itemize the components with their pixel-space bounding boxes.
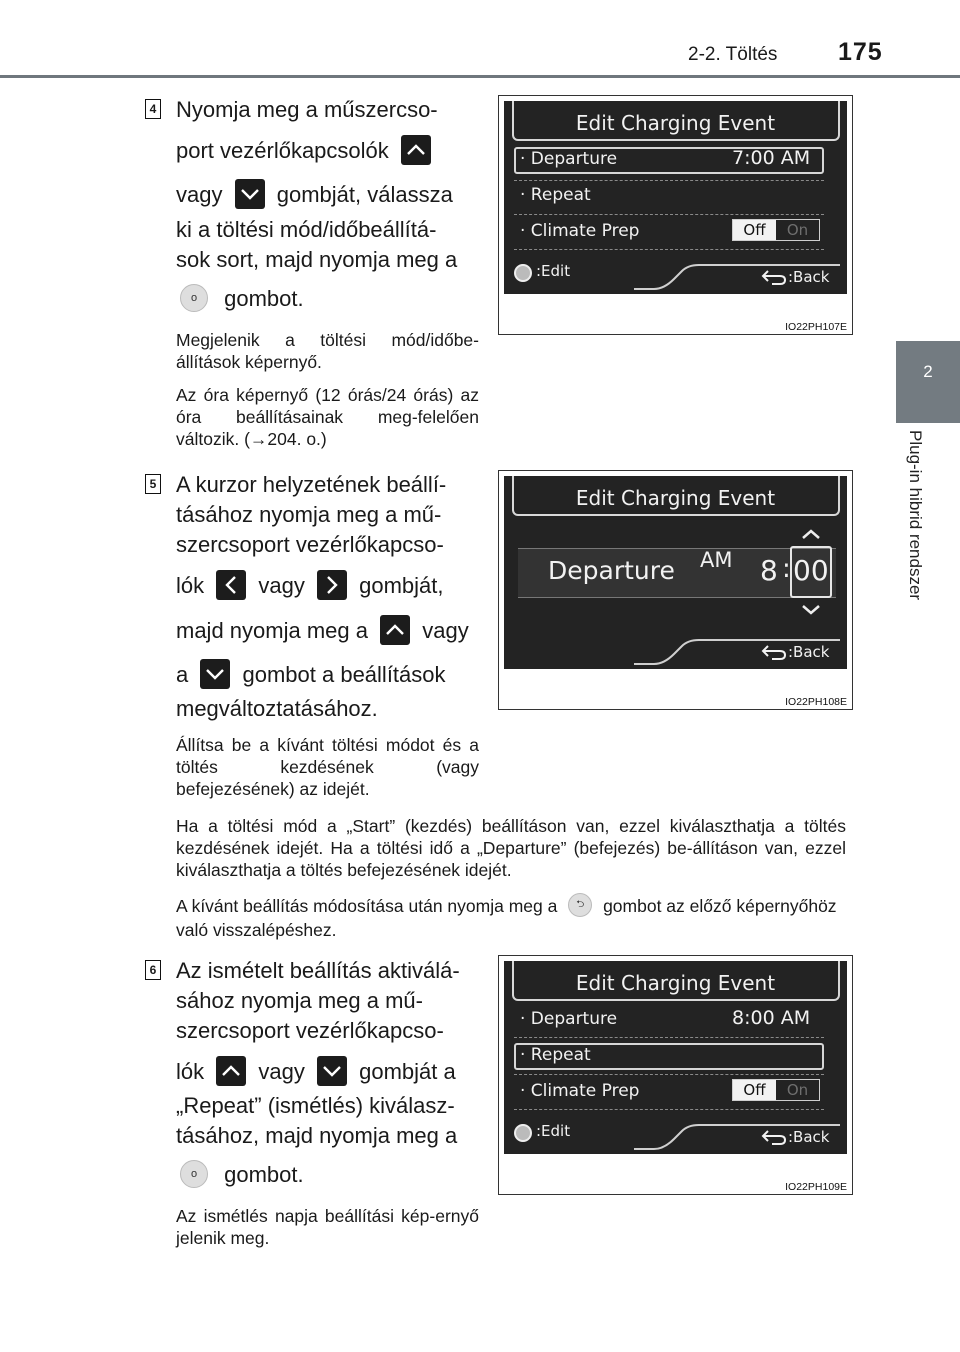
- departure-label: · Departure: [520, 1009, 618, 1029]
- step6-line1: Az ismételt beállítás aktiválá-: [176, 958, 460, 983]
- step6-line5: „Repeat” (ismétlés) kiválasz-: [176, 1093, 455, 1118]
- step-badge-6: 6: [145, 960, 161, 980]
- screen-title: Edit Charging Event: [575, 111, 776, 135]
- departure-label: · Departure: [520, 149, 618, 169]
- repeat-label: · Repeat: [520, 1045, 591, 1065]
- screen-figure-3: [498, 955, 853, 1195]
- up-button-icon: [380, 615, 410, 645]
- back-label: :Back: [788, 1128, 830, 1146]
- back-button-icon: ⮌: [568, 893, 592, 917]
- step6-line7: o gombot.: [180, 1162, 304, 1190]
- ampm-value: AM: [700, 548, 733, 572]
- chapter-number: 2: [923, 362, 933, 381]
- down-button-icon: [200, 659, 230, 689]
- minutes-value: 00: [793, 554, 829, 587]
- step6-note1: Az ismétlés napja beállítási kép-ernyő jelenik meg.: [176, 1206, 479, 1248]
- departure-time: 7:00 AM: [732, 147, 811, 169]
- down-button-icon: [235, 179, 265, 209]
- departure-time: 8:00 AM: [732, 1007, 811, 1029]
- time-colon: :: [782, 554, 791, 584]
- step6-line6: tásához, majd nyomja meg a: [176, 1123, 458, 1148]
- screen-figure-2: [498, 470, 853, 710]
- step6-line3: szercsoport vezérlőkapcso-: [176, 1018, 444, 1043]
- departure-time-screen: [504, 476, 847, 669]
- back-icon: [760, 268, 788, 286]
- climate-toggle: Off On: [732, 1079, 820, 1101]
- hour-value: 8: [760, 554, 778, 587]
- step5-line6: a gombot a beállítások: [176, 661, 446, 691]
- step4-line4: ki a töltési mód/időbeállítá-: [176, 217, 437, 242]
- step5-line4: lók vagy gombját,: [176, 572, 444, 602]
- screen-title: Edit Charging Event: [575, 486, 776, 510]
- step5-note1: Állítsa be a kívánt töltési módot és a töltés kezdésének (vagy befejezésének) az idejét.: [176, 735, 479, 799]
- figure-code: IO22PH107E: [785, 321, 847, 333]
- step4-line2: port vezérlőkapcsolók: [176, 137, 431, 167]
- screen-figure-1: [498, 95, 853, 335]
- step5-line3: szercsoport vezérlőkapcso-: [176, 532, 444, 557]
- back-label: :Back: [788, 643, 830, 661]
- step4-line3: vagy gombját, válassza: [176, 181, 453, 211]
- back-label: :Back: [788, 268, 830, 286]
- step6-line4: lók vagy gombját a: [176, 1058, 456, 1088]
- figure-code: IO22PH109E: [785, 1181, 847, 1193]
- figure-code: IO22PH108E: [785, 696, 847, 708]
- section-title: 2-2. Töltés: [688, 44, 778, 65]
- climate-toggle: Off On: [732, 219, 820, 241]
- departure-label: Departure: [548, 556, 675, 585]
- step4-line1: Nyomja meg a műszercso-: [176, 97, 438, 122]
- step5-line7: megváltoztatásához.: [176, 696, 378, 721]
- step5-note2: Ha a töltési mód a „Start” (kezdés) beállításon van, ezzel kiválaszthatja a töltés kezdésének idejét. Ha a töltési idő a „Departure” (befejezés) be-állításon van, ezzel kiválaszthatja a töltés befejezésének idejét.: [176, 816, 846, 880]
- climate-prep-label: · Climate Prep: [520, 1081, 640, 1101]
- step4-note1: Megjelenik a töltési mód/időbe-állítások képernyő.: [176, 330, 479, 372]
- step4-line6: o gombot.: [180, 286, 304, 314]
- edit-charging-screen: [504, 101, 847, 294]
- ok-knob-icon: [514, 1124, 532, 1142]
- step5-line5: majd nyomja meg a vagy: [176, 617, 469, 647]
- step4-note2: Az óra képernyő (12 órás/24 órás) az óra beállításainak meg-felelően változik. (→204. o.): [176, 385, 479, 449]
- chevron-up-icon: [799, 526, 823, 542]
- step-badge-5: 5: [145, 474, 161, 494]
- repeat-label: · Repeat: [520, 185, 591, 205]
- climate-prep-label: · Climate Prep: [520, 221, 640, 241]
- header-rule: [0, 75, 960, 78]
- step5-note3: A kívánt beállítás módosítása után nyomja meg a ⮌ gombot az előző képernyőhöz való visszalépéshez.: [176, 895, 846, 941]
- ok-button-icon: o: [180, 284, 208, 312]
- chapter-tab: [896, 341, 960, 423]
- step4-line5: sok sort, majd nyomja meg a: [176, 247, 458, 272]
- back-icon: [760, 1128, 788, 1146]
- edit-label: :Edit: [536, 262, 571, 280]
- back-icon: [760, 643, 788, 661]
- step-badge-4: 4: [145, 99, 161, 119]
- down-button-icon: [317, 1056, 347, 1086]
- screen-title: Edit Charging Event: [575, 971, 776, 995]
- ok-button-icon: o: [180, 1160, 208, 1188]
- chevron-down-icon: [799, 602, 823, 618]
- page-number: 175: [838, 38, 883, 66]
- chapter-label: Plug-in hibrid rendszer: [906, 430, 925, 601]
- left-button-icon: [216, 570, 246, 600]
- ok-knob-icon: [514, 264, 532, 282]
- up-button-icon: [216, 1056, 246, 1086]
- step5-line2: tásához nyomja meg a mű-: [176, 502, 442, 527]
- step6-line2: sához nyomja meg a mű-: [176, 988, 423, 1013]
- step5-line1: A kurzor helyzetének beállí-: [176, 472, 447, 497]
- right-button-icon: [317, 570, 347, 600]
- edit-charging-screen: [504, 961, 847, 1154]
- up-button-icon: [401, 135, 431, 165]
- edit-label: :Edit: [536, 1122, 571, 1140]
